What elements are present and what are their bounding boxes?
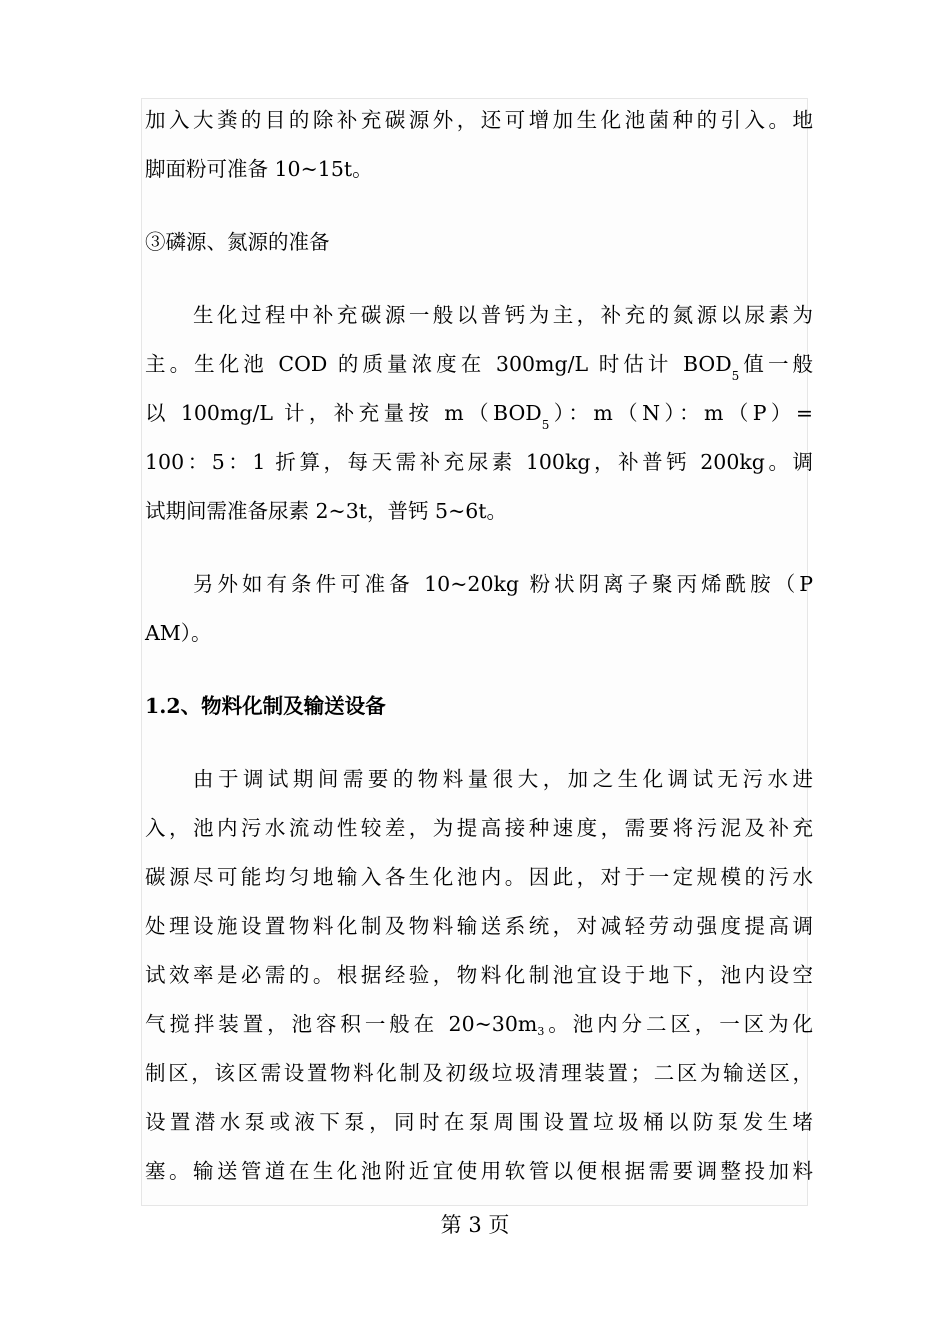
paragraph-line: 设置潜水泵或液下泵，同时在泵周围设置垃圾桶以防泵发生堵 [145,1110,813,1134]
text-run: 主。生化池 COD 的质量浓度在 300mg/L 时估计 BOD [145,352,732,376]
subscript: 3 [537,1025,545,1038]
text-run: 。池内分二区，一区为化 [544,1012,813,1036]
document-body [145,96,813,1196]
paragraph-line: 试效率是必需的。根据经验，物料化制池宜设于地下，池内设空 [145,963,813,987]
paragraph-line: 塞。输送管道在生化池附近宜使用软管以便根据需要调整投加料 [145,1159,813,1183]
paragraph-gap [145,731,813,755]
paragraph-line: AM）。 [145,621,212,645]
page-number: 第 3 页 [440,1213,510,1237]
paragraph-line: 另外如有条件可准备 10~20kg 粉状阴离子聚丙烯酰胺（P [193,572,813,596]
paragraph-line: 由于调试期间需要的物料量很大，加之生化调试无污水进 [193,767,813,791]
paragraph-line: 加入大粪的目的除补充碳源外，还可增加生化池菌种的引入。地 [145,108,813,132]
text-run: 以 100mg/L 计，补充量按 m（BOD [145,401,542,425]
subscript: 5 [731,369,740,383]
paragraph-line [145,389,813,438]
paragraph-line: 100：5：1 折算，每天需补充尿素 100kg，补普钙 200kg。调 [145,450,813,474]
paragraph-line: 碳源尽可能均匀地输入各生化池内。因此，对于一定规模的污水 [145,865,813,889]
text-run: 值一般 [739,352,814,376]
paragraph-gap [145,267,813,291]
paragraph-line: 制区，该区需设置物料化制及初级垃圾清理装置；二区为输送区， [145,1061,813,1085]
subscript: 5 [541,418,550,432]
paragraph-line [145,340,813,389]
text-run: 气搅拌装置，池容积一般在 20~30m [145,1012,538,1036]
paragraph-line: 试期间需准备尿素 2~3t，普钙 5~6t。 [145,499,508,523]
paragraph-line [145,1000,813,1049]
paragraph-gap [145,658,813,682]
subsection-label: ③磷源、氮源的准备 [145,230,330,254]
paragraph-line: 处理设施设置物料化制及物料输送系统，对减轻劳动强度提高调 [145,914,813,938]
paragraph-line: 生化过程中补充碳源一般以普钙为主，补充的氮源以尿素为 [193,303,813,327]
text-run: ）：m（N）：m（P）= [549,401,813,425]
paragraph-line: 入，池内污水流动性较差，为提高接种速度，需要将污泥及补充 [145,816,813,840]
paragraph-gap [145,194,813,218]
section-heading: 1.2、物料化制及输送设备 [145,694,386,718]
paragraph-gap [145,536,813,560]
paragraph-line: 脚面粉可准备 10~15t。 [145,157,373,181]
